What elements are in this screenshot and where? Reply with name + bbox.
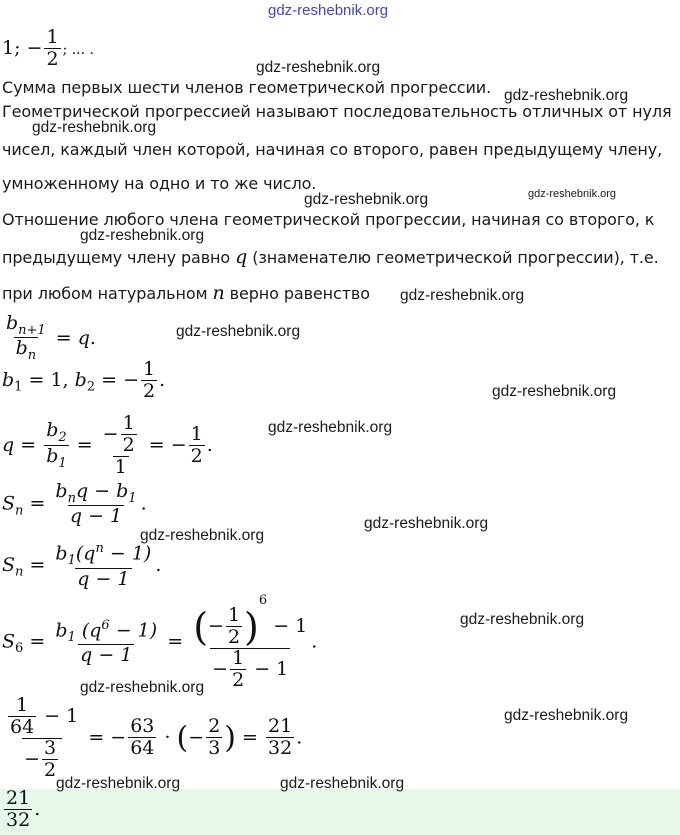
answer-box — [0, 789, 680, 835]
sn2-sub: n — [15, 564, 24, 580]
final-f1-num: $\frac{1}{64}$ − 1 — [10, 694, 79, 738]
b2-num: 1 — [143, 358, 156, 380]
watermark-7[interactable]: gdz-reshebnik.org — [400, 287, 525, 304]
s6-period: . — [311, 630, 318, 653]
watermark-4[interactable]: gdz-reshebnik.org — [304, 191, 429, 208]
final-minus: − — [110, 726, 127, 749]
q-complex-num: − $\frac{1}{2}$ — [102, 412, 135, 456]
text-line-7 — [2, 282, 370, 304]
s6-eq1: = — [29, 630, 46, 653]
seq-tail: ; ... . — [62, 41, 94, 58]
sn2-fraction — [53, 542, 153, 590]
q-period: . — [206, 433, 213, 456]
s6-big-num: (− $\frac{1}{2}$ )$^6$ − 1 — [193, 593, 308, 649]
watermark-5[interactable]: gdz-reshebnik.org — [528, 188, 617, 200]
sequence-line — [2, 28, 94, 70]
watermark-17[interactable]: gdz-reshebnik.org — [280, 775, 405, 792]
final-minus2: − — [188, 726, 205, 749]
answer-fraction: $\frac{21}{32}$ — [6, 787, 31, 831]
watermark-13[interactable]: gdz-reshebnik.org — [460, 611, 585, 628]
formula-b1-b2 — [2, 360, 165, 402]
text-line-2: Геометрической прогрессией называют последовательность отличных от нуля — [2, 102, 672, 121]
ratio-fraction — [4, 314, 48, 364]
sn1-den: q − 1 — [69, 505, 123, 528]
b2-val: = − — [101, 368, 140, 391]
q-fraction-complex — [101, 414, 141, 478]
text-line-5: Отношение любого члена геометрической прогрессии, начиная со второго, к — [2, 210, 655, 229]
sn1-s: S — [2, 492, 16, 515]
b2-fraction — [141, 360, 157, 402]
b2-sub: 2 — [86, 379, 96, 395]
s6-num: $b_1$ $(q^6 - 1)$ — [55, 617, 158, 645]
text-line-6b: (знаменателю геометрической прогрессии), т.е. — [252, 248, 659, 267]
watermark-6[interactable]: gdz-reshebnik.org — [80, 227, 205, 244]
watermark-8[interactable]: gdz-reshebnik.org — [176, 323, 301, 340]
ratio-num: $b_{n+1}$ — [6, 312, 46, 338]
s6-den: q − 1 — [80, 644, 133, 667]
watermark-9[interactable]: gdz-reshebnik.org — [492, 383, 617, 400]
seq-num: 1 — [46, 26, 59, 48]
seq-minus: − — [26, 36, 43, 59]
b1-sub: 1 — [14, 379, 23, 395]
s6-big-den: − $\frac{1}{2}$ − 1 — [212, 646, 289, 691]
formula-final: $\frac{1}{64}$ − 1 − $\frac{3}{2}$ = − $\frac{63}{64}$ · (− $\frac{2}{3}$ ) = $\frac{21}{32}$ . — [2, 696, 302, 781]
formula-s6 — [2, 594, 317, 691]
q-num: $b_2$ — [46, 419, 67, 445]
answer-period: . — [34, 797, 41, 820]
sn2-period: . — [155, 553, 162, 576]
final-eq1: = — [88, 726, 105, 749]
ratio-eq: = q. — [55, 326, 96, 349]
q-minus: − — [170, 433, 187, 456]
seq-den: 2 — [46, 47, 59, 70]
q-var: q — [2, 433, 15, 456]
final-dot: · — [164, 726, 171, 749]
b1: b — [2, 368, 15, 391]
sn2-den: q − 1 — [77, 567, 130, 590]
watermark-11[interactable]: gdz-reshebnik.org — [364, 515, 489, 532]
formula-q — [2, 414, 213, 478]
q-eq2: = — [76, 433, 93, 456]
s6-s: S — [2, 630, 16, 653]
var-q: q — [235, 246, 248, 268]
sn1-sub: n — [15, 503, 24, 519]
b1-val: = 1, — [28, 368, 69, 391]
watermark-2[interactable]: gdz-reshebnik.org — [504, 87, 629, 104]
ratio-den: $b_n$ — [15, 337, 37, 364]
sn1-num: $b_nq - b_1$ — [55, 480, 137, 506]
text-line-4: умноженному на одно и то же число. — [2, 174, 317, 193]
final-2-3: $\frac{2}{3}$ — [208, 715, 221, 760]
text-line-7b: верно равенство — [229, 284, 370, 303]
q-fraction-b — [44, 421, 68, 471]
var-n: n — [212, 282, 225, 304]
watermark-15[interactable]: gdz-reshebnik.org — [504, 707, 629, 724]
watermark-16[interactable]: gdz-reshebnik.org — [56, 775, 181, 792]
sn1-eq: = — [29, 492, 46, 515]
b2-period: . — [159, 368, 166, 391]
sn1-period: . — [140, 492, 147, 515]
watermark-12[interactable]: gdz-reshebnik.org — [140, 527, 265, 544]
b2-den: 2 — [143, 379, 156, 402]
sn2-s: S — [2, 553, 16, 576]
final-f1-den: − $\frac{3}{2}$ — [22, 738, 62, 781]
watermark-14[interactable]: gdz-reshebnik.org — [80, 679, 205, 696]
s6-fraction — [53, 619, 159, 667]
watermark-10[interactable]: gdz-reshebnik.org — [268, 419, 393, 436]
seq-first: 1; — [2, 36, 21, 59]
final-21-32: $\frac{21}{32}$ — [268, 715, 293, 760]
final-eq2: = — [242, 726, 258, 749]
s6-sub: 6 — [15, 641, 24, 657]
s6-eq2: = — [167, 630, 184, 653]
text-line-6a: предыдущему члену равно — [2, 248, 231, 267]
text-line-3: чисел, каждый член которой, начиная со второго, равен предыдущему члену, — [2, 140, 663, 159]
sn2-eq: = — [29, 553, 46, 576]
formula-sn-2 — [2, 542, 161, 590]
final-fraction-1 — [4, 696, 80, 781]
q-result: $\frac{1}{2}$ — [190, 422, 203, 467]
formula-ratio — [2, 314, 96, 364]
answer — [2, 789, 40, 831]
text-line-1: Сумма первых шести членов геометрической прогрессии. — [2, 78, 492, 97]
b2: b — [74, 368, 87, 391]
q-den: $b_1$ — [46, 444, 67, 471]
q-eq1: = — [20, 433, 37, 456]
sn2-num: $b_1(q^n - 1)$ — [55, 541, 152, 569]
formula-sn-1 — [2, 482, 147, 527]
q-eq3: = — [148, 433, 165, 456]
final-period: . — [296, 726, 303, 749]
sn1-fraction — [53, 482, 138, 527]
text-line-6 — [2, 246, 659, 268]
watermark-3[interactable]: gdz-reshebnik.org — [32, 119, 157, 136]
seq-fraction — [44, 28, 60, 70]
watermark-top[interactable]: gdz-reshebnik.org — [268, 2, 389, 19]
q-complex-den: 1 — [114, 455, 127, 478]
final-63-64: $\frac{63}{64}$ — [130, 715, 155, 760]
watermark-1[interactable]: gdz-reshebnik.org — [256, 59, 381, 76]
text-line-7a: при любом натуральном — [2, 284, 208, 303]
s6-big-fraction — [191, 594, 309, 691]
